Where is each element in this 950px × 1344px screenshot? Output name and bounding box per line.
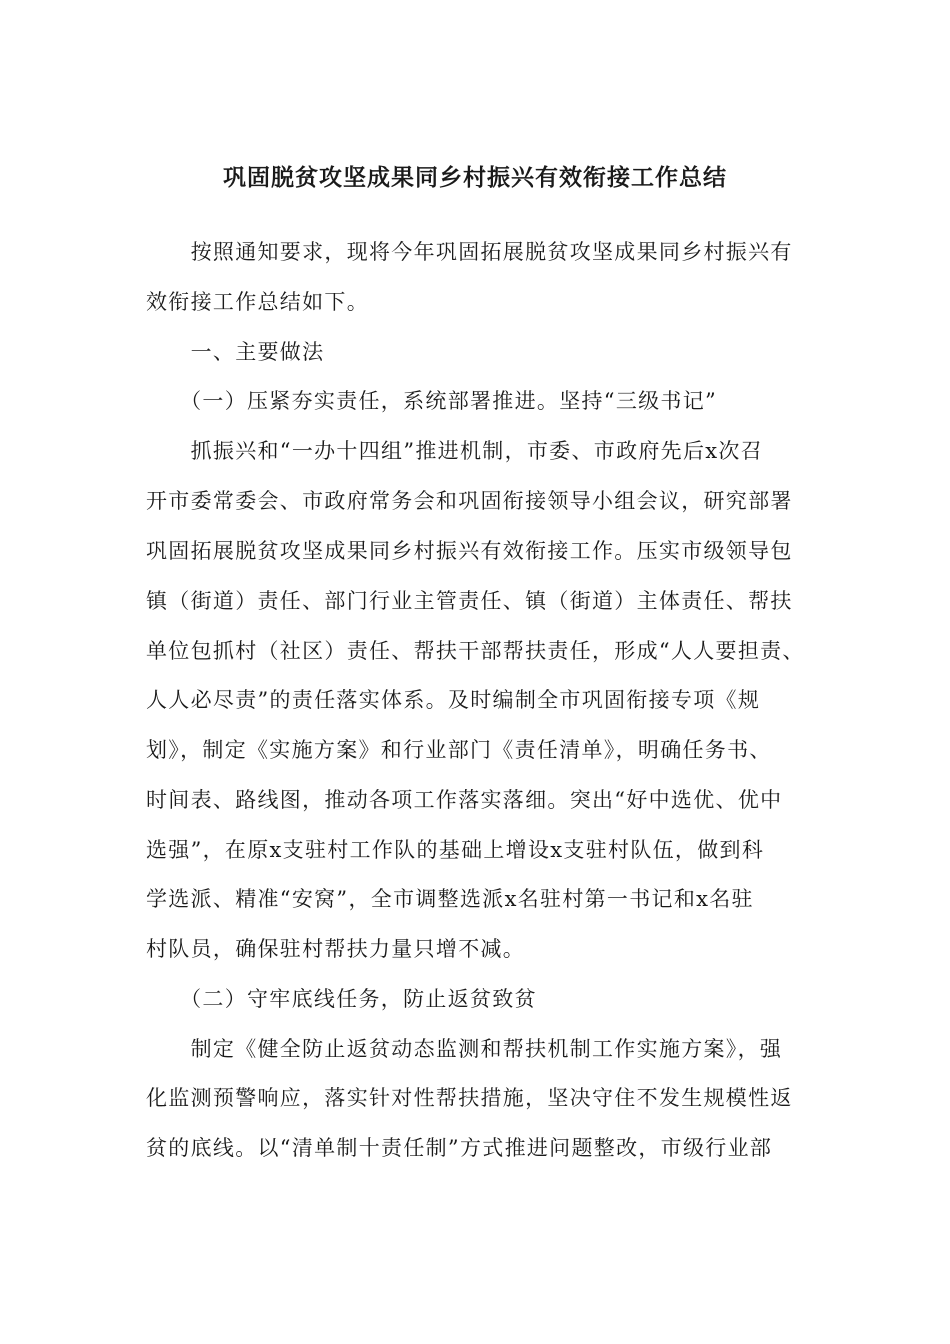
paragraph-line: 学选派、精准“安窝”，全市调整选派x名驻村第一书记和x名驻 xyxy=(146,887,754,911)
subsection-heading: （二）守牢底线任务，防止返贫致贫 xyxy=(146,987,537,1011)
paragraph-line: 时间表、路线图，推动各项工作落实落细。突出“好中选优、优中 xyxy=(146,788,783,812)
paragraph-line: 划》，制定《实施方案》和行业部门《责任清单》，明确任务书、 xyxy=(146,738,772,762)
paragraph-line: 村队员，确保驻村帮扶力量只增不减。 xyxy=(146,937,526,961)
paragraph-line: 巩固拓展脱贫攻坚成果同乡村振兴有效衔接工作。压实市级领导包 xyxy=(146,539,793,563)
paragraph-line: 开市委常委会、市政府常务会和巩固衔接领导小组会议，研究部署 xyxy=(146,489,793,513)
paragraph-line: 制定《健全防止返贫动态监测和帮扶机制工作实施方案》，强 xyxy=(146,1037,783,1061)
paragraph-line: 人人必尽责”的责任落实体系。及时编制全市巩固衔接专项《规 xyxy=(146,688,761,712)
paragraph-line: 选强”，在原x支驻村工作队的基础上增设x支驻村队伍，做到科 xyxy=(146,838,765,862)
paragraph-line: 抓振兴和“一办十四组”推进机制，市委、市政府先后x次召 xyxy=(146,439,764,463)
paragraph-line: 按照通知要求，现将今年巩固拓展脱贫攻坚成果同乡村振兴有 xyxy=(146,240,793,264)
paragraph-line: 单位包抓村（社区）责任、帮扶干部帮扶责任，形成“人人要担责、 xyxy=(146,639,805,663)
document-title: 巩固脱贫攻坚成果同乡村振兴有效衔接工作总结 xyxy=(223,165,727,191)
paragraph-line: 效衔接工作总结如下。 xyxy=(146,290,369,314)
subsection-heading: （一）压紧夯实责任，系统部署推进。坚持“三级书记” xyxy=(146,389,718,413)
section-heading: 一、主要做法 xyxy=(146,340,325,364)
paragraph-line: 贫的底线。以“清单制十责任制”方式推进问题整改，市级行业部 xyxy=(146,1136,773,1160)
paragraph-line: 镇（街道）责任、部门行业主管责任、镇（街道）主体责任、帮扶 xyxy=(146,589,793,613)
paragraph-line: 化监测预警响应，落实针对性帮扶措施，坚决守住不发生规模性返 xyxy=(146,1086,793,1110)
